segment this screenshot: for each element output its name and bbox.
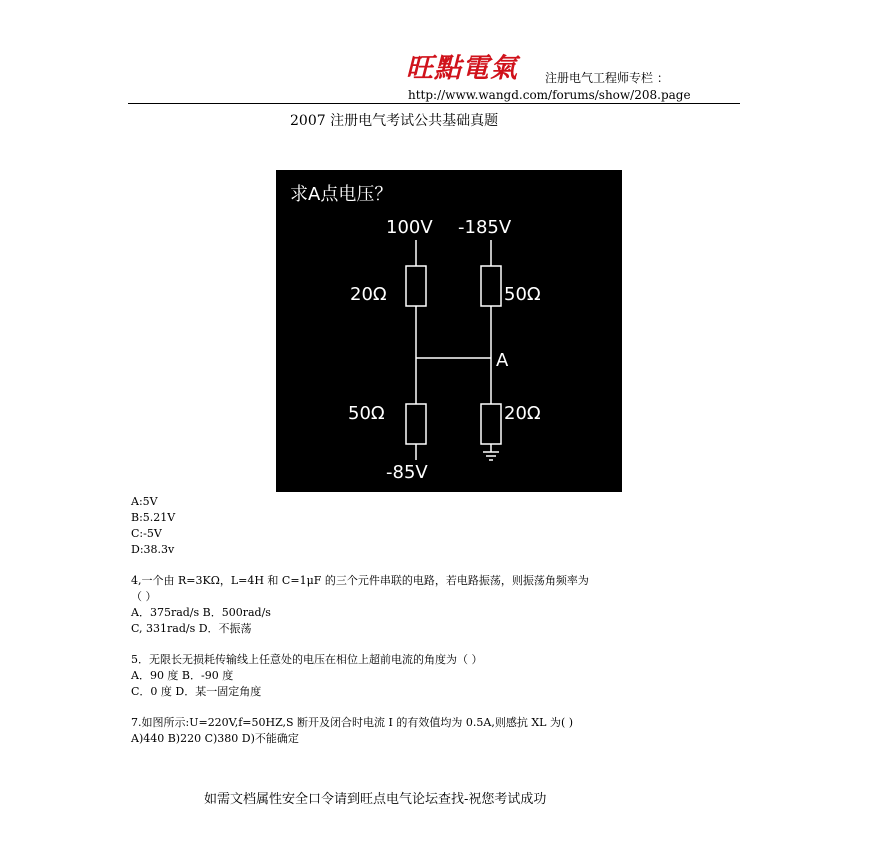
q7-options: A)440 B)220 C)380 D)不能确定: [131, 732, 299, 745]
resistor-right-top: [481, 266, 501, 306]
q5-options-1: A．90 度 B．-90 度: [131, 669, 234, 682]
node-a-label: A: [496, 350, 509, 371]
resistor-right-top-label: 50Ω: [504, 284, 541, 305]
resistor-left-bottom-label: 50Ω: [348, 403, 385, 424]
resistor-right-bottom: [481, 404, 501, 444]
q7-text: 7.如图所示:U=220V,f=50HZ,S 断开及闭合时电流 I 的有效值均为 0.5A,则感抗 XL 为( ): [131, 716, 574, 729]
resistor-left-top-label: 20Ω: [350, 284, 387, 305]
header-rule: [128, 103, 740, 104]
option-b: B:5.21V: [131, 511, 176, 524]
document-title: 2007 注册电气考试公共基础真题: [290, 113, 499, 129]
option-c: C:-5V: [131, 527, 162, 540]
q4-options-2: C, 331rad/s D．不振荡: [131, 622, 252, 635]
voltage-right-label: -185V: [458, 217, 512, 238]
q4-text: 4,一个由 R=3KΩ，L=4H 和 C=1μF 的三个元件串联的电路，若电路振荡，则振荡角频率为: [131, 574, 589, 587]
q4-options-1: A．375rad/s B．500rad/s: [131, 606, 271, 619]
q5-options-2: C．0 度 D．某一固定角度: [131, 685, 262, 698]
ground-icon: [483, 452, 499, 460]
option-d: D:38.3v: [131, 543, 175, 556]
resistor-right-bottom-label: 20Ω: [504, 403, 541, 424]
voltage-bottom-label: -85V: [386, 462, 428, 483]
figure-question: 求A点电压？: [290, 184, 393, 205]
q5-text: 5．无限长无损耗传输线上任意处的电压在相位上超前电流的角度为（ ）: [131, 653, 483, 666]
source-url[interactable]: http://www.wangd.com/forums/show/208.page: [408, 88, 691, 102]
voltage-left-label: 100V: [386, 217, 433, 238]
option-a: A:5V: [131, 495, 158, 508]
resistor-left-top: [406, 266, 426, 306]
resistor-left-bottom: [406, 404, 426, 444]
footer-note: 如需文档属性安全口令请到旺点电气论坛查找-祝您考试成功: [204, 792, 547, 807]
brand-logo: 旺點電氣: [406, 53, 518, 84]
q4-blank: （ ）: [131, 590, 157, 603]
column-label: 注册电气工程师专栏 ：: [545, 71, 669, 85]
circuit-figure: [276, 170, 622, 492]
